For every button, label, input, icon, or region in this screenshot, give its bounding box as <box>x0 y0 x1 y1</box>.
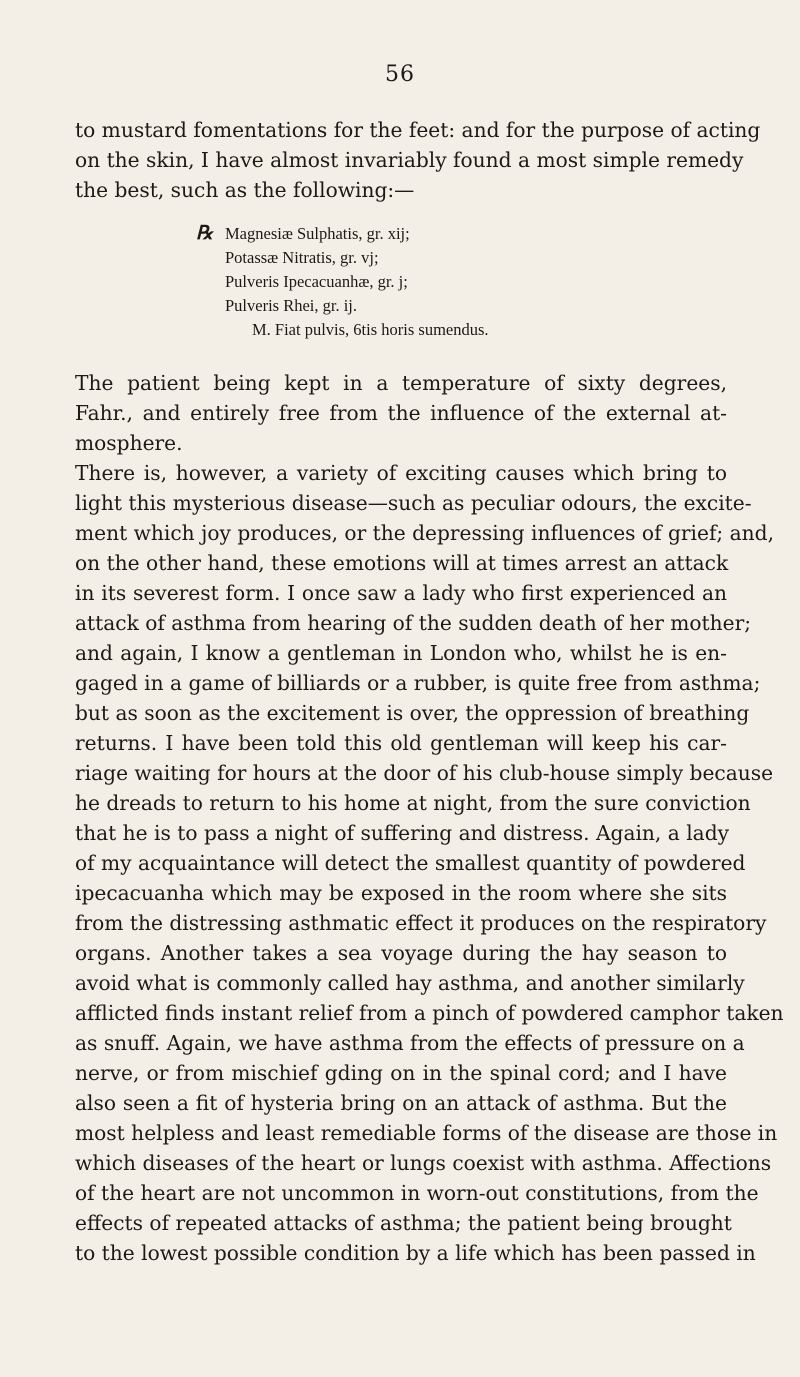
text-line: also seen a fit of hysteria bring on an attack of asthma. But the <box>75 1091 727 1115</box>
prescription-line <box>196 222 410 246</box>
text-line: ment which joy produces, or the depressing influences of grief; and, <box>75 521 775 545</box>
text-line: gaged in a game of billiards or a rubber, is quite free from asthma; <box>75 671 761 695</box>
text-line: of my acquaintance will detect the smallest quantity of powdered <box>75 851 746 875</box>
text-line: organs. Another takes a sea voyage during the hay season to <box>75 941 727 965</box>
prescription-line: Pulveris Rhei, gr. ij. <box>225 296 357 315</box>
text-line: returns. I have been told this old gentleman will keep his car- <box>75 731 727 755</box>
text-line: attack of asthma from hearing of the sudden death of her mother; <box>75 611 752 635</box>
text-line: on the skin, I have almost invariably found a most simple remedy <box>75 148 744 172</box>
text-line: Fahr., and entirely free from the influence of the external at- <box>75 401 727 425</box>
text-line: There is, however, a variety of exciting causes which bring to <box>75 461 727 485</box>
rx-symbol: ℞ <box>196 223 214 244</box>
text-line: in its severest form. I once saw a lady who first experienced an <box>75 581 727 605</box>
text-line: effects of repeated attacks of asthma; the patient being brought <box>75 1211 732 1235</box>
prescription-line: Potassæ Nitratis, gr. vj; <box>225 248 379 267</box>
page-number: 56 <box>385 62 415 87</box>
text-line: mosphere. <box>75 431 183 455</box>
text-line: and again, I know a gentleman in London who, whilst he is en- <box>75 641 727 665</box>
text-line: afflicted finds instant relief from a pinch of powdered camphor taken <box>75 1001 784 1025</box>
text-line: from the distressing asthmatic effect it produces on the respiratory <box>75 911 767 935</box>
text-line: The patient being kept in a temperature of sixty degrees, <box>75 371 727 395</box>
text-line: avoid what is commonly called hay asthma, and another similarly <box>75 971 745 995</box>
text-line: to mustard fomentations for the feet: and for the purpose of acting <box>75 118 761 142</box>
prescription-line: M. Fiat pulvis, 6tis horis sumendus. <box>252 320 489 339</box>
text-line: he dreads to return to his home at night, from the sure conviction <box>75 791 751 815</box>
text-line: most helpless and least remediable forms of the disease are those in <box>75 1121 778 1145</box>
text-line: that he is to pass a night of suffering and distress. Again, a lady <box>75 821 730 845</box>
text-line: but as soon as the excitement is over, the oppression of breathing <box>75 701 750 725</box>
text-line: to the lowest possible condition by a life which has been passed in <box>75 1241 756 1265</box>
text-line: nerve, or from mischief gding on in the spinal cord; and I have <box>75 1061 727 1085</box>
text-line: which diseases of the heart or lungs coexist with asthma. Affections <box>75 1151 772 1175</box>
text-line: the best, such as the following:— <box>75 178 415 202</box>
prescription-line: Pulveris Ipecacuanhæ, gr. j; <box>225 272 408 291</box>
text-line: on the other hand, these emotions will at times arrest an attack <box>75 551 729 575</box>
text-line: riage waiting for hours at the door of his club-house simply because <box>75 761 774 785</box>
text-line: ipecacuanha which may be exposed in the room where she sits <box>75 881 727 905</box>
prescription-text: Magnesiæ Sulphatis, gr. xij; <box>225 224 410 243</box>
text-line: light this mysterious disease—such as peculiar odours, the excite- <box>75 491 752 515</box>
text-line: as snuff. Again, we have asthma from the effects of pressure on a <box>75 1031 745 1055</box>
text-line: of the heart are not uncommon in worn-out constitutions, from the <box>75 1181 759 1205</box>
